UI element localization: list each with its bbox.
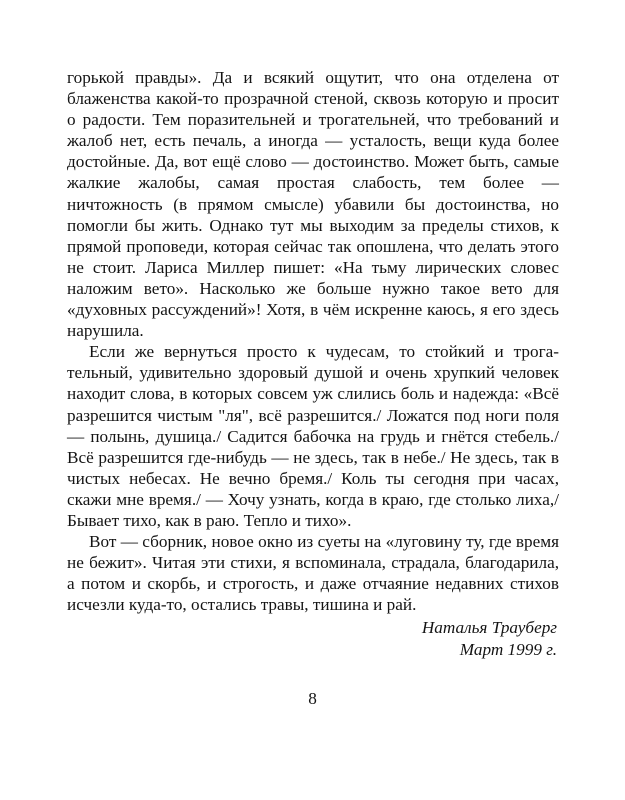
paragraph-1: горькой правды». Да и всякий ощутит, что она отделена от блаженства какой-то прозрачной стеной, сквозь которую и просит о радости. Тем поразительней и трогательней, что требований и жалоб нет, есть печаль, а иногда — усталость, вещи куда более достойные. Да, вот ещё слово — достоинство. Может быть, самые жалкие жалобы, самая простая слабость, тем более — ничтожность (в прямом смысле) убавили бы достоинства, но помогли бы жить. Однако тут мы выходим за пределы стихов, к прямой проповеди, которая сейчас так опошлена, что делать этого не стоит. Лариса Миллер пишет: «На тьму лирических словес наложим вето». Насколько же больше нужно такое вето для «духовных рассуждений»! Хотя, в чём искренне каюсь, я его здесь нарушила. [67,68,559,341]
signature-block [67,617,559,661]
signature-date: Март 1999 г. [459,640,557,660]
paragraph-2: Если же вернуться просто к чудесам, то стойкий и трогательный, удивительно здоровый душой и очень хрупкий человек находит слова, в которых совсем уж слились боль и надежда: «Всё разрешится чистым "ля", всё разрешится./ Ложатся под ноги поля — полынь, душица./ Садится бабочка на грудь и гнётся стебель./ Всё разрешится где-нибудь — не здесь, так в небе./ Не здесь, так в чистых небесах. Не вечно бремя./ Коль ты сегодня при часах, скажи мне время./ — Хочу узнать, когда в краю, где столько лиха,/ Бывает тихо, как в раю. Тепло и тихо». [67,342,559,530]
document-page [67,67,559,661]
page-number: 8 [308,689,317,708]
paragraph-3: Вот — сборник, новое окно из суеты на «луговину ту, где время не бежит». Читая эти стихи, я вспоминала, страдала, благодарила, а потом и скорбь, и строгость, и даже отчаяние недавних стихов исчезли куда-то, остались травы, тишина и рай. [67,532,559,615]
signature-author: Наталья Трауберг [421,618,557,638]
